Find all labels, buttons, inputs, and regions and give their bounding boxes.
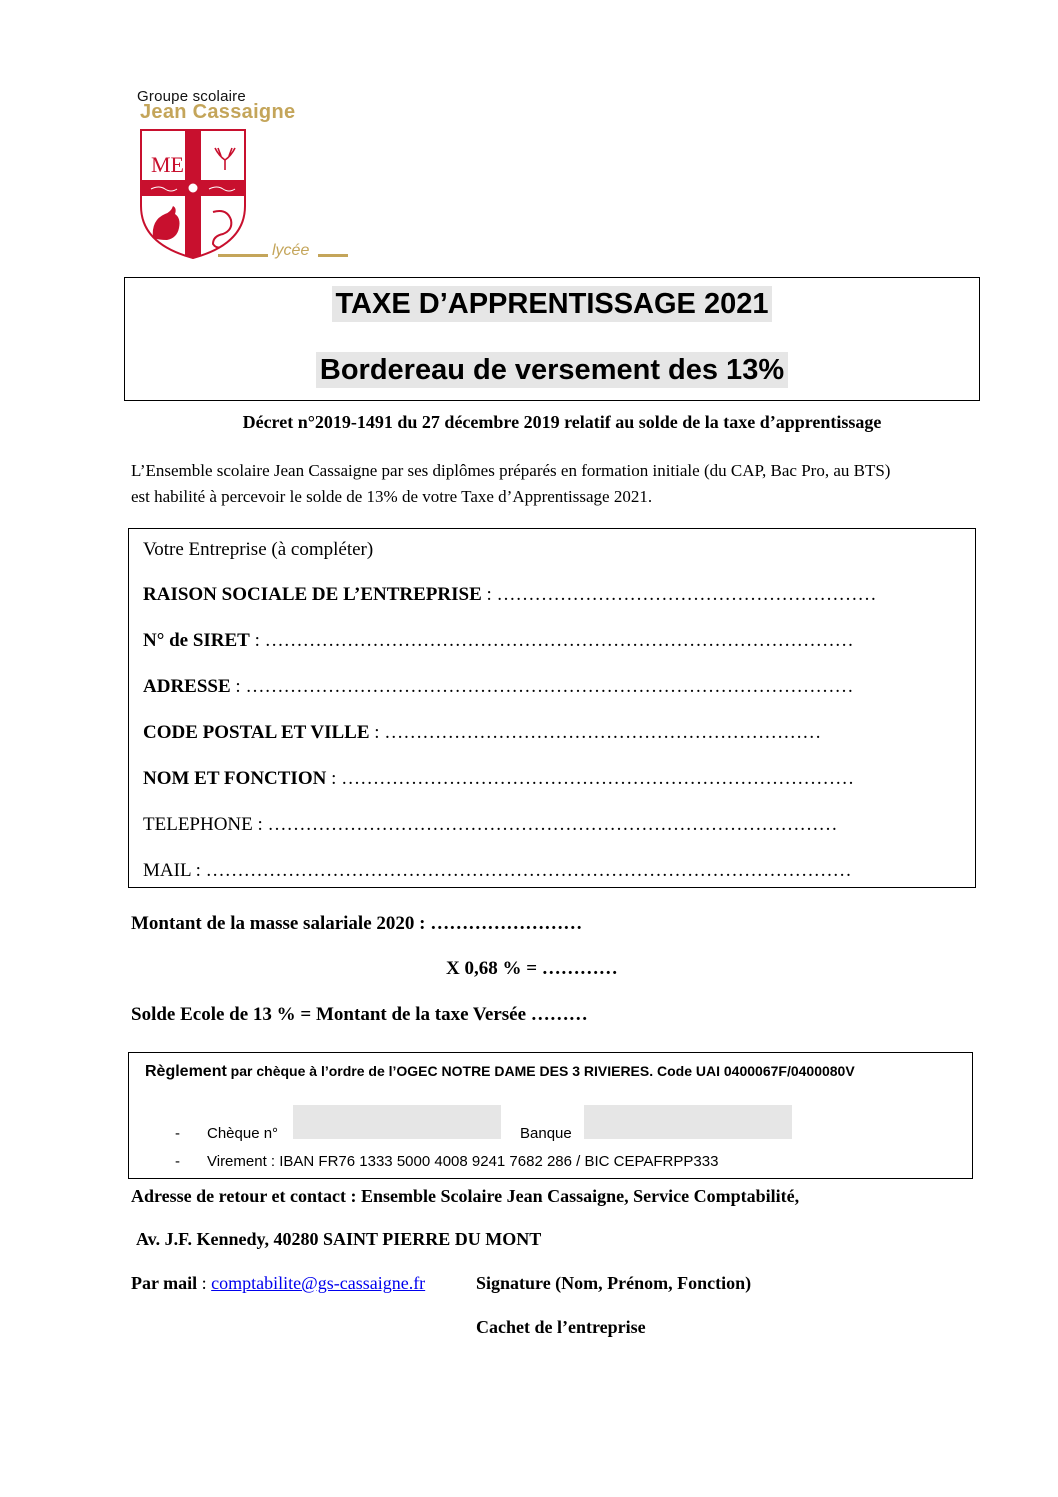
field-dots: …………………………………………………………… (384, 722, 822, 743)
intro-line-1: L’Ensemble scolaire Jean Cassaigne par ses diplômes préparés en formation initiale (du CAP, Bac Pro, au BTS) (131, 461, 891, 480)
field-siret[interactable]: N° de SIRET : ………………………………………………………………………………… (143, 630, 854, 651)
return-address-street: Av. J.F. Kennedy, 40280 SAINT PIERRE DU MONT (136, 1229, 542, 1249)
field-nom-fonction[interactable]: NOM ET FONCTION : ……………………………………………………………………… (143, 768, 855, 789)
field-label: NOM ET FONCTION (143, 768, 327, 789)
field-adresse[interactable]: ADRESSE : …………………………………………………………………………………… (143, 676, 854, 697)
field-dots: …………………………………………………… (496, 584, 877, 605)
field-label: ADRESSE (143, 676, 231, 697)
return-address-line: Adresse de retour et contact : Ensemble Scolaire Jean Cassaigne, Service Comptabilité, (131, 1186, 800, 1206)
company-info-box (128, 528, 976, 888)
cheque-label: Chèque n° (207, 1125, 279, 1142)
cheque-number-input[interactable] (293, 1105, 501, 1139)
payment-box (128, 1052, 973, 1179)
logo-group-label: Groupe scolaire (137, 88, 246, 105)
transfer-details: Virement : IBAN FR76 1333 5000 4008 9241 7682 286 / BIC CEPAFRPP333 (207, 1153, 719, 1170)
mail-label: Par mail (131, 1273, 198, 1293)
field-telephone[interactable]: TELEPHONE : ……………………………………………………………………………… (143, 814, 838, 835)
field-label: MAIL (143, 860, 191, 881)
field-raison-sociale[interactable]: RAISON SOCIALE DE L’ENTREPRISE : …………………………………………………… (143, 584, 877, 605)
field-code-postal[interactable]: CODE POSTAL ET VILLE : …………………………………………………………… (143, 722, 822, 743)
intro-line-2: est habilité à percevoir le solde de 13% de votre Taxe d’Apprentissage 2021. (131, 487, 653, 506)
logo-school-name: Jean Cassaigne (140, 101, 296, 123)
mail-line: Par mail : comptabilite@gs-cassaigne.fr (131, 1273, 426, 1293)
payment-title: Règlement par chèque à l’ordre de l’OGEC NOTRE DAME DES 3 RIVIERES. Code UAI 0400067F/0400080V (145, 1063, 855, 1080)
intro-paragraph (131, 458, 1011, 510)
bank-label: Banque (520, 1125, 572, 1142)
bank-name-input[interactable] (584, 1105, 792, 1139)
field-dots: ……………………………………………………………………………… (267, 814, 838, 835)
field-label: CODE POSTAL ET VILLE (143, 722, 370, 743)
logo-lycee: lycée (272, 242, 310, 259)
bullet-dash: - (175, 1125, 180, 1142)
field-label: N° de SIRET (143, 630, 250, 651)
title-box (124, 277, 980, 401)
payroll-amount-line[interactable]: Montant de la masse salariale 2020 : …………………… (131, 913, 583, 934)
email-link[interactable]: comptabilite@gs-cassaigne.fr (211, 1273, 426, 1293)
field-label: TELEPHONE (143, 814, 253, 835)
field-dots: …………………………………………………………………………………… (245, 676, 854, 697)
logo-gold-line-left (218, 254, 268, 257)
balance-line[interactable]: Solde Ecole de 13 % = Montant de la taxe Versée ……… (131, 1004, 588, 1025)
rate-line[interactable]: X 0,68 % = ………… (446, 958, 618, 979)
document-title: TAXE D’APPRENTISSAGE 2021 (125, 288, 979, 321)
field-dots: ………………………………………………………………………………………… (205, 860, 852, 881)
field-dots: ……………………………………………………………………… (341, 768, 855, 789)
company-heading: Votre Entreprise (à compléter) (143, 539, 374, 560)
field-dots: ………………………………………………………………………………… (264, 630, 854, 651)
field-mail[interactable]: MAIL : ………………………………………………………………………………………… (143, 860, 852, 881)
logo-gold-line-right (318, 254, 348, 257)
bullet-dash: - (175, 1153, 180, 1170)
crest-monogram: ME (151, 152, 184, 177)
document-subtitle: Bordereau de versement des 13% (125, 354, 979, 387)
decree-reference: Décret n°2019-1491 du 27 décembre 2019 relatif au solde de la taxe d’apprentissage (242, 412, 882, 432)
field-label: RAISON SOCIALE DE L’ENTREPRISE (143, 584, 482, 605)
signature-label: Signature (Nom, Prénom, Fonction) (476, 1273, 752, 1293)
school-crest-icon (137, 126, 249, 262)
stamp-label: Cachet de l’entreprise (476, 1317, 646, 1337)
